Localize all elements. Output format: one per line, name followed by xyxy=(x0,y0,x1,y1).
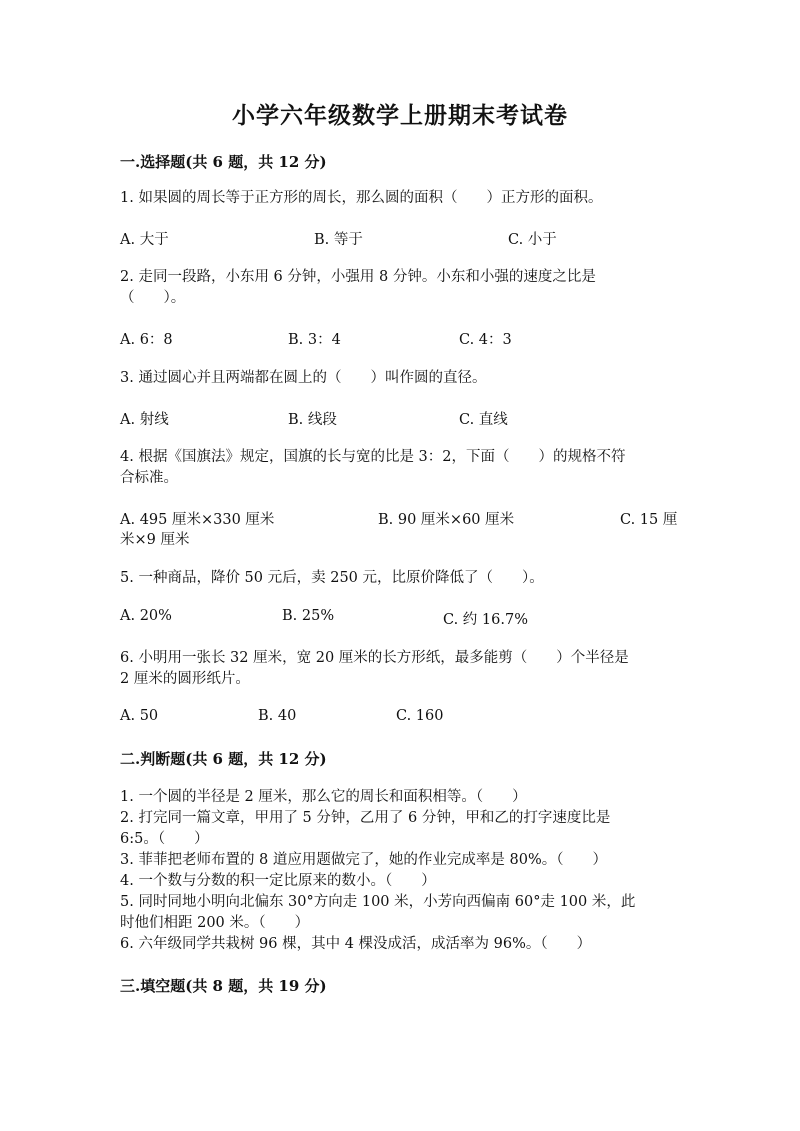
question-4-option-b: B. 90 厘米×60 厘米 xyxy=(378,512,515,528)
judge-item-2-line1: 2. 打完同一篇文章，甲用了 5 分钟，乙用了 6 分钟，甲和乙的打字速度比是 xyxy=(120,810,611,826)
question-5-option-c: C. 约 16.7% xyxy=(443,612,528,628)
judge-item-5-line2: 时他们相距 200 米。（ ） xyxy=(120,915,310,931)
question-3-option-b: B. 线段 xyxy=(288,412,337,428)
exam-title: 小学六年级数学上册期末考试卷 xyxy=(232,102,568,129)
question-2-option-b: B. 3：4 xyxy=(288,332,341,348)
judge-item-3: 3. 菲菲把老师布置的 8 道应用题做完了，她的作业完成率是 80%。（ ） xyxy=(120,852,607,868)
question-6-text-line1: 6. 小明用一张长 32 厘米，宽 20 厘米的长方形纸，最多能剪（ ）个半径是 xyxy=(120,650,629,666)
question-4-option-c-line2: 米×9 厘米 xyxy=(120,532,190,548)
question-5-option-b: B. 25% xyxy=(282,608,335,624)
question-1-option-b: B. 等于 xyxy=(314,232,363,248)
section-heading-judge: 二.判断题(共 6 题，共 12 分) xyxy=(120,750,327,768)
question-6-option-b: B. 40 xyxy=(258,708,297,724)
question-5-option-a: A. 20% xyxy=(120,608,172,624)
question-4-text-line2: 合标准。 xyxy=(120,470,178,486)
judge-item-2-line2: 6:5。（ ） xyxy=(120,831,209,847)
question-1-option-c: C. 小于 xyxy=(508,232,557,248)
question-2-option-a: A. 6：8 xyxy=(120,332,173,348)
section-heading-fill: 三.填空题(共 8 题，共 19 分) xyxy=(120,977,327,995)
question-2-text-line2: （ ）。 xyxy=(120,290,186,306)
question-6-option-c: C. 160 xyxy=(396,708,444,724)
question-3-text: 3. 通过圆心并且两端都在圆上的（ ）叫作圆的直径。 xyxy=(120,370,487,386)
question-6-text-line2: 2 厘米的圆形纸片。 xyxy=(120,671,250,687)
question-4-text-line1: 4. 根据《国旗法》规定，国旗的长与宽的比是 3：2，下面（ ）的规格不符 xyxy=(120,449,626,465)
question-3-option-a: A. 射线 xyxy=(120,412,169,428)
question-2-text-line1: 2. 走同一段路，小东用 6 分钟，小强用 8 分钟。小东和小强的速度之比是 xyxy=(120,269,596,285)
question-3-option-c: C. 直线 xyxy=(459,412,508,428)
question-6-option-a: A. 50 xyxy=(120,708,159,724)
question-2-option-c: C. 4：3 xyxy=(459,332,512,348)
section-heading-choice: 一.选择题(共 6 题，共 12 分) xyxy=(120,153,327,171)
judge-item-5-line1: 5. 同时同地小明向北偏东 30°方向走 100 米，小芳向西偏南 60°走 100 米，此 xyxy=(120,894,636,910)
judge-item-4: 4. 一个数与分数的积一定比原来的数小。（ ） xyxy=(120,873,436,889)
question-4-option-c-line1: C. 15 厘 xyxy=(620,512,678,528)
question-1-text: 1. 如果圆的周长等于正方形的周长，那么圆的面积（ ）正方形的面积。 xyxy=(120,190,603,206)
question-5-text: 5. 一种商品，降价 50 元后，卖 250 元，比原价降低了（ ）。 xyxy=(120,570,544,586)
judge-item-6: 6. 六年级同学共栽树 96 棵，其中 4 棵没成活，成活率为 96%。（ ） xyxy=(120,936,592,952)
judge-item-1: 1. 一个圆的半径是 2 厘米，那么它的周长和面积相等。（ ） xyxy=(120,789,527,805)
question-4-option-a: A. 495 厘米×330 厘米 xyxy=(120,512,275,528)
question-1-option-a: A. 大于 xyxy=(120,232,169,248)
